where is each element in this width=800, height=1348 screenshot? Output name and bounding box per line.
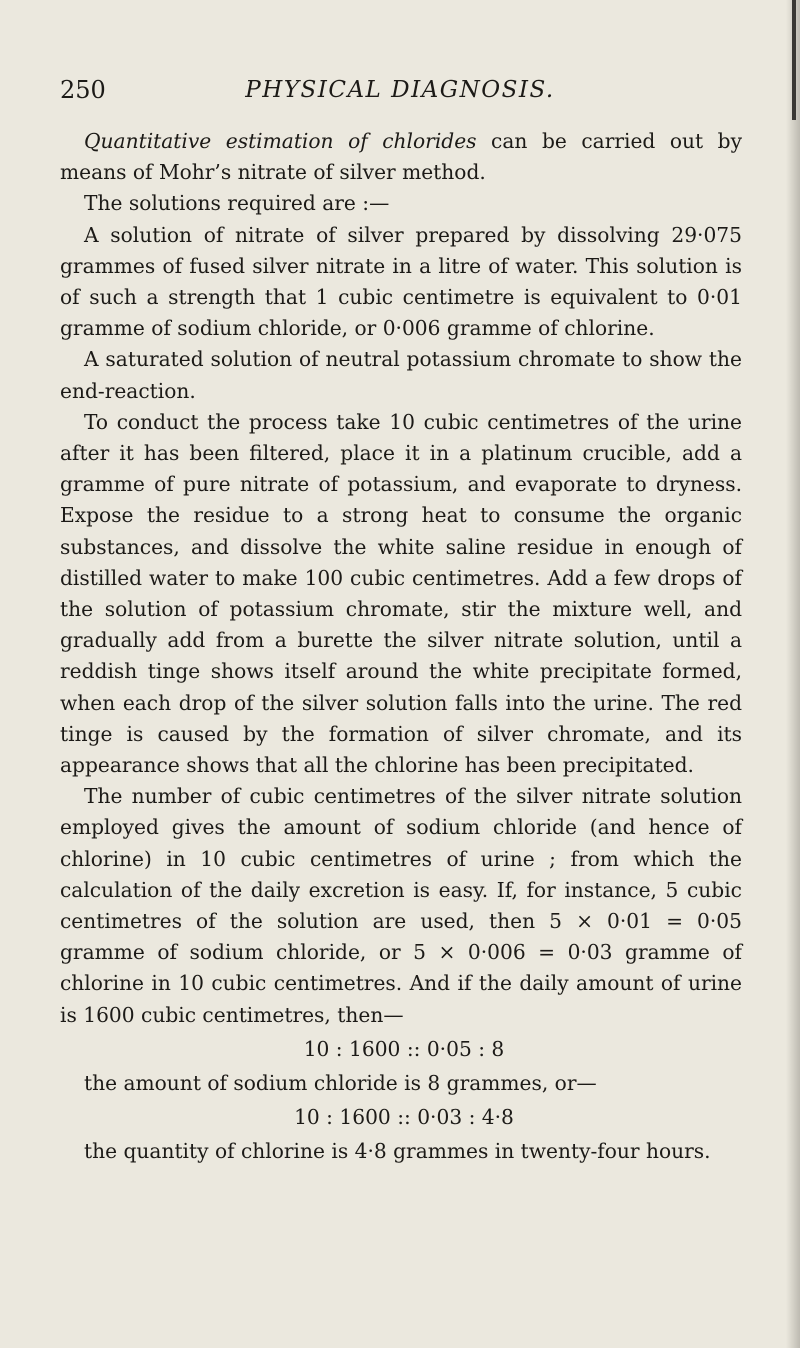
section-heading-italic: Quantitative estimation of chlorides — [84, 129, 477, 153]
paragraph-intro-rest: can be carried out by means of Mohr’s nitrate of silver method. — [60, 129, 742, 185]
paragraph-solutions-required: The solutions required are :— — [84, 191, 390, 216]
page-number: 250 — [60, 76, 106, 104]
page-edge-shadow — [786, 0, 800, 1348]
equation-chlorine: 10 : 1600 :: 0·03 : 4·8 — [294, 1105, 514, 1130]
paragraph-sodium-chloride-result: the amount of sodium chloride is 8 grammes, or— — [84, 1070, 597, 1095]
equation-sodium-chloride: 10 : 1600 :: 0·05 : 8 — [303, 1036, 505, 1061]
paragraph-potassium-chromate: A saturated solution of neutral potassium chromate to show the end-reaction. — [60, 347, 742, 403]
paragraph-silver-nitrate-solution: A solution of nitrate of silver prepared by dissolving 29·075 grammes of fused silver nitrate in a litre of water. This solution is of such a strength that 1 cubic centimetre is equivalent to 0·01 gramme of sodium chloride, or 0·006 gramme of chlorine. — [60, 222, 742, 341]
paragraph-chlorine-result: the quantity of chlorine is 4·8 grammes in twenty-four hours. — [84, 1139, 711, 1164]
paragraph-calculation: The number of cubic centimetres of the silver nitrate solution employed gives the amount of sodium chloride (and hence of chlorine) in 10 cubic centimetres of urine ; from which the calculation of the daily excretion is easy. If, for instance, 5 cubic centimetres of the solution are used, then 5 × 0·01 = 0·05 gramme of sodium chloride, or 5 × 0·006 = 0·03 gramme of chlorine in 10 cubic centimetres. And if the daily amount of urine is 1600 cubic centimetres, then— — [60, 784, 742, 1027]
page-edge-dark-mark — [792, 0, 796, 120]
paragraph-intro — [60, 126, 742, 188]
body-text — [60, 126, 742, 1167]
running-head: PHYSICAL DIAGNOSIS. — [245, 77, 555, 103]
paragraph-process: To conduct the process take 10 cubic centimetres of the urine after it has been filtered, place it in a platinum crucible, add a gramme of pure nitrate of potassium, and evaporate to dryness. Expose the residue to a strong heat to consume the organic substances, and dissolve the white saline residue in enough of distilled water to make 100 cubic centimetres. Add a few drops of the solution of potassium chromate, stir the mixture well, and gradually add from a burette the silver nitrate solution, until a reddish tinge shows itself around the white precipitate formed, when each drop of the silver solution falls into the urine. The red tinge is caused by the formation of silver chromate, and its appearance shows that all the chlorine has been precipitated. — [60, 409, 742, 778]
page-header — [60, 72, 720, 108]
